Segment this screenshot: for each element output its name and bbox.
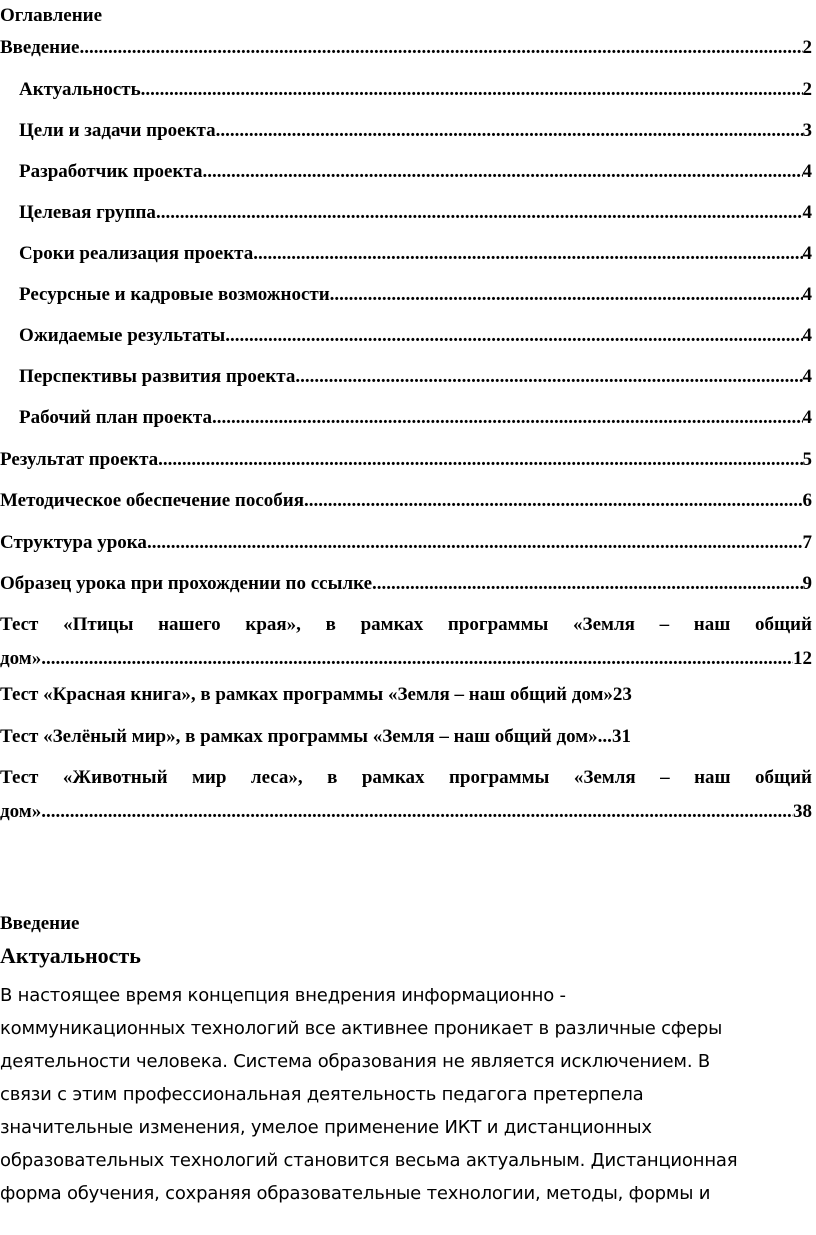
toc-leader [80,36,803,60]
toc-page-number: 4 [802,243,812,264]
toc-leader [41,642,793,676]
toc-word: дом» [0,648,42,669]
toc-leader [372,572,802,596]
toc-entry-title: Рабочий план проекта [19,407,212,428]
toc-word: наш [694,767,731,788]
toc-word: Тест [0,614,39,635]
toc-word: «Птицы [63,614,134,635]
toc-word: наш [693,614,731,635]
toc-leader [156,201,803,225]
body-text-line: образовательных технологий становится весьма актуальным. Дистанционная [0,1150,738,1171]
toc-word: «Земля [573,614,635,635]
toc-word: в [327,767,338,788]
toc-entry-title-line [0,608,812,642]
section-heading: Введение [0,913,80,934]
toc-entry-title-line [0,795,812,829]
toc-word: «Животный [62,767,168,788]
toc-word: в [325,614,336,635]
toc-entry-target-group[interactable] [19,201,812,225]
toc-entry-title: Сроки реализация проекта [19,243,254,264]
toc-leader [295,365,802,389]
toc-leader [158,448,802,472]
toc-entry-title: Перспективы развития проекта [19,366,296,387]
toc-entry-title: Тест «Красная книга», в рамках программы «Земля – наш общий дом» [0,684,613,705]
toc-entry-work-plan[interactable] [19,406,812,430]
toc-entry-test-birds[interactable] [0,608,812,676]
toc-word: рамках [361,767,425,788]
toc-page-number: 38 [793,801,812,822]
toc-entry-title: Методическое обеспечение пособия [0,490,304,511]
toc-entry-sample-lesson[interactable] [0,572,812,596]
toc-word: общий [755,767,812,788]
toc-page-number: 6 [802,490,812,511]
toc-entry-goals[interactable] [19,119,812,143]
toc-page-number: 9 [802,573,812,594]
toc-page-number: 4 [802,407,812,428]
toc-entry-title: Тест «Зелёный мир», в рамках программы «Земля – наш общий дом»... [0,726,612,747]
toc-word: программы [448,767,550,788]
toc-page-number: 3 [802,120,812,141]
toc-page-number: 23 [612,684,632,705]
toc-entry-title: Введение [0,37,80,58]
toc-word: общий [754,614,812,635]
toc-leader [253,242,802,266]
toc-entry-resources[interactable] [19,283,812,307]
toc-entry-title: Результат проекта [0,449,159,470]
body-text-line: деятельности человека. Система образования не является исключением. В [0,1051,711,1072]
toc-leader [304,489,803,513]
toc-entry-introduction[interactable] [0,36,812,60]
toc-leader [330,283,803,307]
body-text-line: В настоящее время концепция внедрения информационно - [0,985,566,1006]
toc-page-number: 31 [611,726,631,747]
toc-word: программы [447,614,549,635]
toc-page-number: 7 [802,532,812,553]
toc-entry-title: Структура урока [0,532,147,553]
toc-word: Тест [0,767,39,788]
subsection-heading: Актуальность [0,943,141,968]
body-text-line: значительные изменения, умелое применение ИКТ и дистанционных [0,1117,652,1138]
toc-entry-timeline[interactable] [19,242,812,266]
toc-word: – [659,614,670,635]
toc-entry-relevance[interactable] [19,78,812,102]
toc-entry-title-line [0,642,812,676]
toc-entry-title-line [0,761,812,795]
toc-page-number: 2 [802,37,812,58]
toc-leader [202,160,802,184]
toc-page-number: 2 [802,79,812,100]
toc-entry-title: Ресурсные и кадровые возможности [19,284,330,305]
toc-heading: Оглавление [0,5,103,26]
toc-word: рамках [360,614,424,635]
toc-page-number: 5 [802,449,812,470]
toc-leader [212,406,803,430]
toc-entry-developer[interactable] [19,160,812,184]
toc-entry-title: Разработчик проекта [19,161,203,182]
toc-page-number: 4 [802,202,812,223]
toc-page-number: 4 [802,284,812,305]
toc-leader [216,119,803,143]
toc-word: края», [245,614,301,635]
toc-entry-title: Образец урока при прохождении по ссылке [0,573,373,594]
toc-page-number: 4 [802,366,812,387]
toc-entry-title: Ожидаемые результаты [19,325,226,346]
toc-entry-title: Цели и задачи проекта [19,120,216,141]
body-text-line: коммуникационных технологий все активнее проникает в различные сферы [0,1018,723,1039]
toc-entry-title: Целевая группа [19,202,156,223]
toc-entry-test-forest[interactable] [0,761,812,829]
toc-entry-methodical-support[interactable] [0,489,812,513]
toc-leader [41,795,793,829]
toc-word: нашего [158,614,221,635]
toc-entry-test-green-world[interactable] [0,725,812,749]
toc-entry-test-red-book[interactable] [0,683,812,707]
body-text-line: форма обучения, сохраняя образовательные технологии, методы, формы и [0,1183,711,1204]
toc-entry-title: Актуальность [19,79,141,100]
body-text-line: связи с этим профессиональная деятельность педагога претерпела [0,1084,644,1105]
toc-page-number: 12 [793,648,812,669]
toc-word: «Земля [573,767,636,788]
toc-entry-prospects[interactable] [19,365,812,389]
toc-page-number: 4 [802,161,812,182]
toc-word: мир [191,767,227,788]
toc-leader [141,78,803,102]
toc-entry-lesson-structure[interactable] [0,531,812,555]
toc-entry-project-result[interactable] [0,448,812,472]
toc-word: леса», [250,767,303,788]
toc-leader [225,324,802,348]
toc-word: дом» [0,801,42,822]
toc-leader [147,531,803,555]
toc-page-number: 4 [802,325,812,346]
toc-word: – [660,767,670,788]
toc-entry-expected-results[interactable] [19,324,812,348]
